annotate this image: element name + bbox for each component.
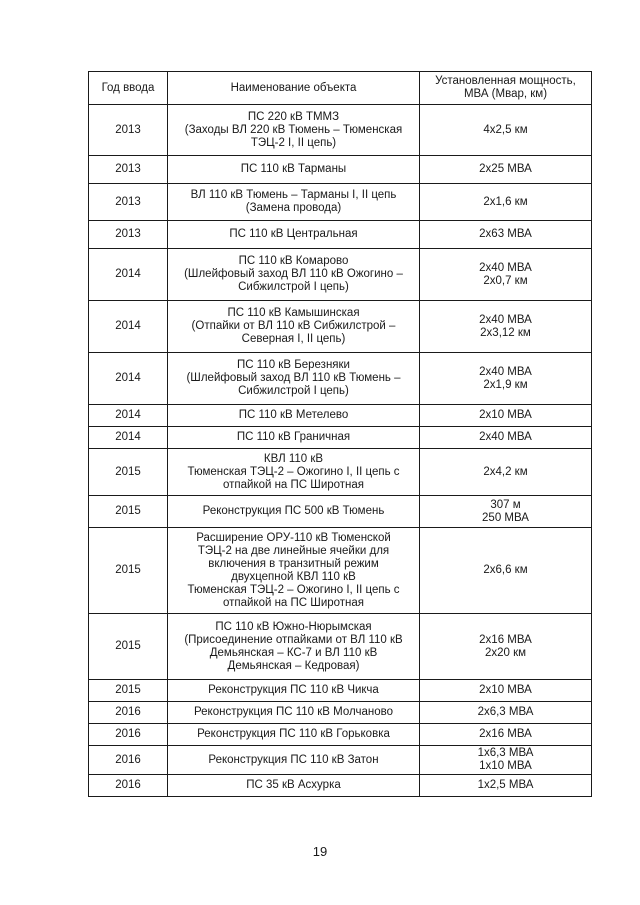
- cell-object-name: ПС 110 кВ Камышинская (Отпайки от ВЛ 110 кВ Сибжилстрой – Северная I, II цепь): [168, 301, 420, 353]
- cell-year: 2014: [89, 301, 168, 353]
- cell-year: 2013: [89, 105, 168, 156]
- cell-capacity: 4х2,5 км: [420, 105, 592, 156]
- cell-object-name: Реконструкция ПС 500 кВ Тюмень: [168, 496, 420, 528]
- cell-capacity: 2х40 МВА 2х1,9 км: [420, 353, 592, 405]
- table-row: [89, 680, 592, 702]
- cell-object-name: ПС 110 кВ Центральная: [168, 221, 420, 249]
- cell-object-name: ПС 110 кВ Граничная: [168, 427, 420, 449]
- cell-capacity: 2х40 МВА 2х0,7 км: [420, 249, 592, 301]
- table-row: [89, 249, 592, 301]
- table-row: [89, 496, 592, 528]
- table-body: [89, 105, 592, 797]
- cell-capacity: 2х40 МВА: [420, 427, 592, 449]
- cell-object-name: ПС 35 кВ Асхурка: [168, 775, 420, 797]
- cell-object-name: Расширение ОРУ-110 кВ Тюменской ТЭЦ-2 на две линейные ячейки для включения в транзитный режим двухцепной КВЛ 110 кВ Тюменская ТЭЦ-2 – Ожогино I, II цепь с отпайкой на ПС Широтная: [168, 528, 420, 614]
- cell-year: 2014: [89, 249, 168, 301]
- header-object-name: Наименование объекта: [168, 72, 420, 105]
- cell-object-name: Реконструкция ПС 110 кВ Молчаново: [168, 702, 420, 724]
- cell-object-name: ПС 110 кВ Метелево: [168, 405, 420, 427]
- cell-year: 2015: [89, 449, 168, 496]
- cell-year: 2016: [89, 724, 168, 746]
- cell-capacity: 307 м 250 МВА: [420, 496, 592, 528]
- capacity-table: [88, 71, 592, 797]
- cell-year: 2015: [89, 680, 168, 702]
- cell-capacity: 2х25 МВА: [420, 156, 592, 184]
- cell-object-name: КВЛ 110 кВ Тюменская ТЭЦ-2 – Ожогино I, II цепь с отпайкой на ПС Широтная: [168, 449, 420, 496]
- cell-year: 2015: [89, 528, 168, 614]
- cell-capacity: 2х1,6 км: [420, 184, 592, 221]
- cell-capacity: 2х16 МВА: [420, 724, 592, 746]
- cell-object-name: ВЛ 110 кВ Тюмень – Тарманы I, II цепь (Замена провода): [168, 184, 420, 221]
- cell-capacity: 1х2,5 МВА: [420, 775, 592, 797]
- table-row: [89, 528, 592, 614]
- table-row: [89, 105, 592, 156]
- table-row: [89, 427, 592, 449]
- cell-year: 2016: [89, 746, 168, 775]
- cell-year: 2016: [89, 702, 168, 724]
- table-row: [89, 221, 592, 249]
- table-row: [89, 301, 592, 353]
- cell-year: 2014: [89, 427, 168, 449]
- cell-year: 2014: [89, 353, 168, 405]
- cell-year: 2013: [89, 184, 168, 221]
- header-year: Год ввода: [89, 72, 168, 105]
- table-row: [89, 405, 592, 427]
- table-row: [89, 353, 592, 405]
- cell-object-name: Реконструкция ПС 110 кВ Затон: [168, 746, 420, 775]
- cell-object-name: Реконструкция ПС 110 кВ Горьковка: [168, 724, 420, 746]
- cell-object-name: ПС 110 кВ Тарманы: [168, 156, 420, 184]
- table-row: [89, 156, 592, 184]
- cell-year: 2013: [89, 221, 168, 249]
- cell-year: 2013: [89, 156, 168, 184]
- header-capacity: Установленная мощность, МВА (Мвар, км): [420, 72, 592, 105]
- table-row: [89, 702, 592, 724]
- cell-capacity: 2х40 МВА 2х3,12 км: [420, 301, 592, 353]
- cell-object-name: ПС 110 кВ Березняки (Шлейфовый заход ВЛ 110 кВ Тюмень – Сибжилстрой I цепь): [168, 353, 420, 405]
- cell-year: 2015: [89, 614, 168, 680]
- cell-capacity: 2х6,3 МВА: [420, 702, 592, 724]
- page-number: 19: [312, 844, 328, 859]
- table-row: [89, 184, 592, 221]
- cell-capacity: 1х6,3 МВА 1х10 МВА: [420, 746, 592, 775]
- table-row: [89, 746, 592, 775]
- cell-object-name: ПС 220 кВ ТММЗ (Заходы ВЛ 220 кВ Тюмень – Тюменская ТЭЦ-2 I, II цепь): [168, 105, 420, 156]
- cell-capacity: 2х10 МВА: [420, 405, 592, 427]
- cell-year: 2014: [89, 405, 168, 427]
- cell-object-name: ПС 110 кВ Комарово (Шлейфовый заход ВЛ 110 кВ Ожогино – Сибжилстрой I цепь): [168, 249, 420, 301]
- cell-capacity: 2х4,2 км: [420, 449, 592, 496]
- table-row: [89, 614, 592, 680]
- table-row: [89, 449, 592, 496]
- cell-year: 2016: [89, 775, 168, 797]
- cell-capacity: 2х63 МВА: [420, 221, 592, 249]
- cell-capacity: 2х6,6 км: [420, 528, 592, 614]
- table-row: [89, 724, 592, 746]
- cell-object-name: ПС 110 кВ Южно-Нюрымская (Присоединение отпайками от ВЛ 110 кВ Демьянская – КС-7 и ВЛ 110 кВ Демьянская – Кедровая): [168, 614, 420, 680]
- table-header-row: [89, 72, 592, 105]
- cell-capacity: 2х10 МВА: [420, 680, 592, 702]
- cell-object-name: Реконструкция ПС 110 кВ Чикча: [168, 680, 420, 702]
- table-row: [89, 775, 592, 797]
- cell-capacity: 2х16 МВА 2х20 км: [420, 614, 592, 680]
- cell-year: 2015: [89, 496, 168, 528]
